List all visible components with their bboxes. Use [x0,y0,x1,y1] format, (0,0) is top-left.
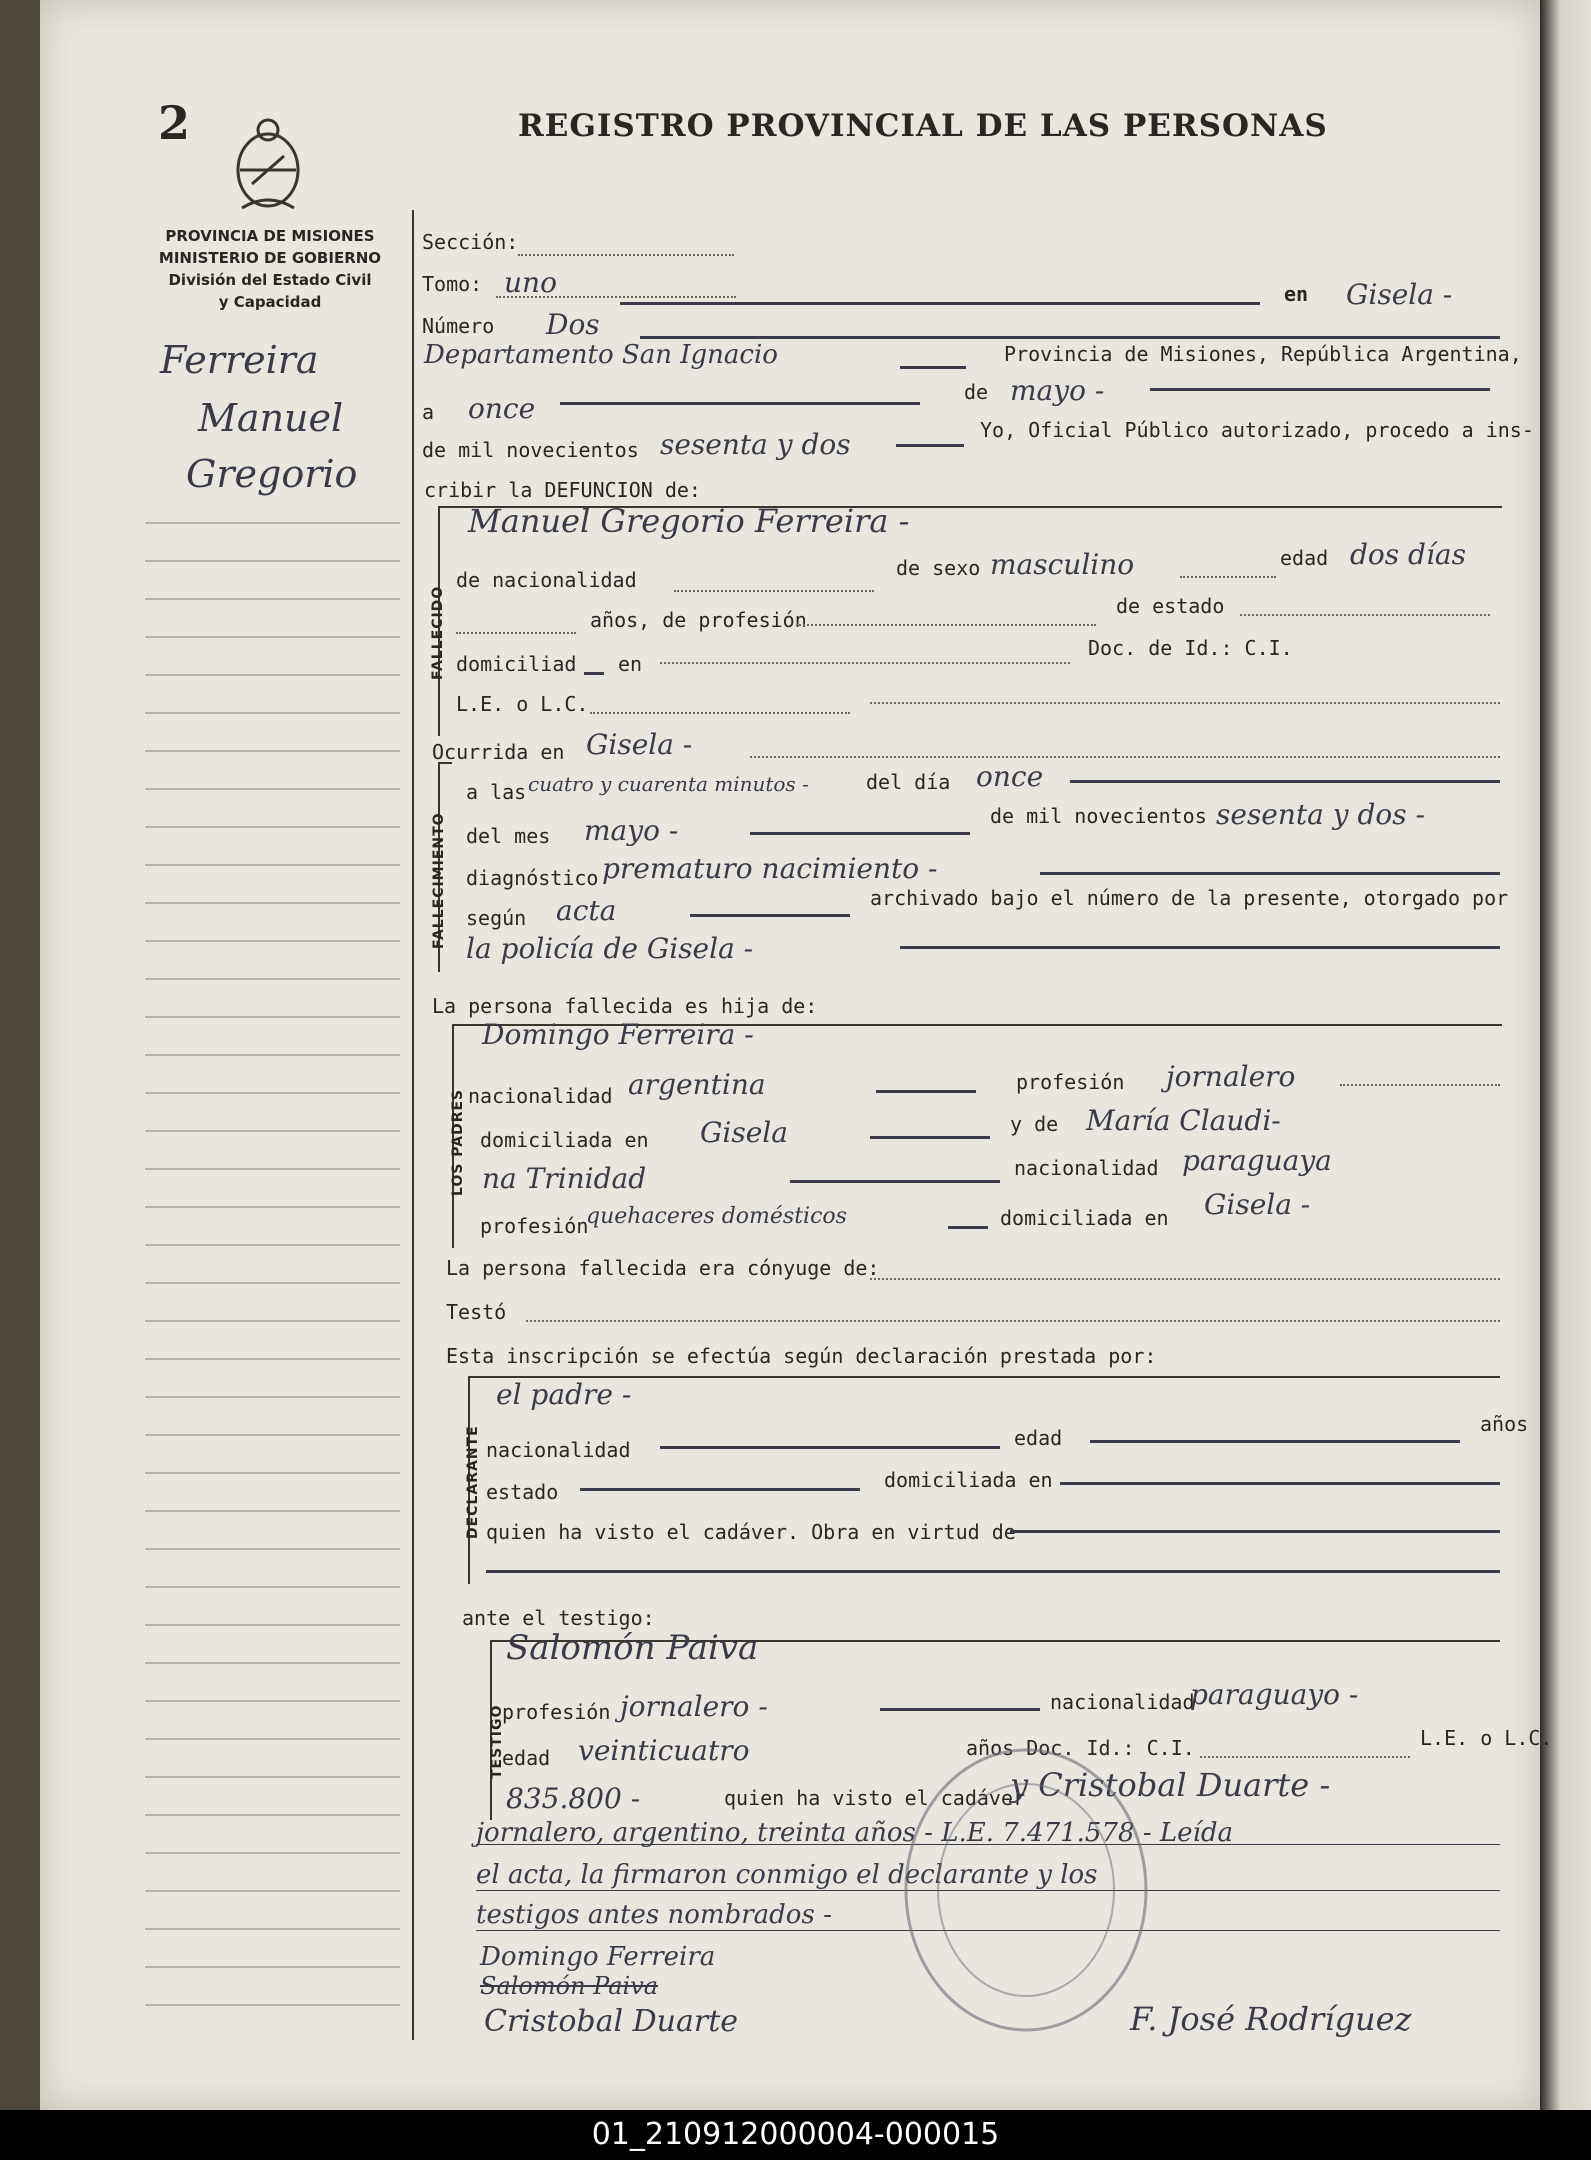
label-declaracion: Esta inscripción se efectúa según declaración prestada por: [446,1344,1157,1368]
field-line [1180,576,1276,578]
label-en-domicilio: en [618,652,643,676]
margin-ruled-line [145,1548,400,1550]
value-anio-fallec: sesenta y dos - [1216,798,1425,831]
margin-ruled-line [145,1624,400,1626]
value-madre-1: María Claudi- [1086,1104,1281,1137]
margin-ruled-line [145,1472,400,1474]
label-en: en [1284,282,1309,306]
label-quien-visto: quien ha visto el cadáver. Obra en virtud de [486,1520,1016,1544]
ministry-line-4: y Capacidad [218,293,322,311]
image-caption: 01_210912000004-000015 [0,2110,1591,2160]
margin-ruled-line [145,1852,400,1854]
value-padre-domicilio: Gisela [700,1116,788,1149]
label-de-sexo: de sexo [896,556,981,580]
label-anos-declarante: años [1480,1412,1529,1436]
label-doc-id: Doc. de Id.: C.I. [1088,636,1293,660]
label-a: a [422,400,435,424]
margin-ruled-line [145,1244,400,1246]
side-label-los-padres: LOS PADRES [450,1088,466,1196]
margin-ruled-line [145,1434,400,1436]
signature-1: Domingo Ferreira [480,1942,716,1972]
label-de-nacionalidad: de nacionalidad [456,568,637,592]
label-ocurrida-en: Ocurrida en [432,740,565,764]
field-line [560,402,920,405]
value-a: once [468,392,536,425]
label-profesion-padre: profesión [1016,1070,1125,1094]
label-a-las: a las [466,780,527,804]
margin-ruled-line [145,2004,400,2006]
label-yo-oficial: Yo, Oficial Público autorizado, procedo a ins- [980,418,1534,442]
label-hija-de: La persona fallecida es hija de: [432,994,818,1018]
label-seccion: Sección: [422,230,519,254]
margin-ruled-line [145,1054,400,1056]
margin-ruled-line [145,712,400,714]
label-diagnostico: diagnóstico [466,866,599,890]
signature-2: Salomón Paiva [480,1972,659,2000]
field-line [526,1320,1500,1322]
value-linea-2: el acta, la firmaron conmigo el declarante y los [476,1860,1098,1890]
margin-ruled-line [145,1092,400,1094]
field-line [1090,1440,1460,1443]
margin-ruled-line [145,788,400,790]
label-domiciliada-declarante: domiciliada en [884,1468,1053,1492]
field-line [896,444,964,447]
value-testigo-nacionalidad: paraguayo - [1190,1678,1359,1711]
field-line [1010,1530,1500,1533]
margin-ruled-line [145,1776,400,1778]
label-numero: Número [422,314,495,338]
label-le-lc: L.E. o L.C. [456,692,589,716]
value-madre-domicilio: Gisela - [1204,1188,1311,1221]
margin-ruled-line [145,674,400,676]
field-line [900,946,1500,949]
field-line [674,590,874,592]
value-madre-nacionalidad: paraguaya [1182,1144,1332,1177]
value-padre-profesion: jornalero [1166,1060,1296,1093]
label-de-mil-nov: de mil novecientos [990,804,1207,828]
value-testigo-profesion: jornalero - [620,1690,768,1723]
margin-ruled-line [145,1586,400,1588]
field-line [660,1446,1000,1449]
field-line [640,336,1500,339]
margin-ruled-line [145,1662,400,1664]
margin-ruled-line [145,1814,400,1816]
margin-ruled-line [145,978,400,980]
field-line [1240,614,1490,616]
label-domiciliada-en-padre: domiciliada en [480,1128,649,1152]
value-nombre: Manuel Gregorio Ferreira - [468,502,910,540]
field-line [900,366,966,369]
label-profesion-madre: profesión [480,1214,589,1238]
official-stamp [896,1740,1156,2040]
field-line [590,712,850,714]
coat-of-arms-icon [232,112,304,216]
value-mes-fallec: mayo - [584,814,679,847]
label-y-de: y de [1010,1112,1059,1136]
side-label-fallecido: FALLECIDO [430,585,446,680]
label-le-o-lc: L.E. o L.C. [1420,1726,1553,1750]
value-madre-2: na Trinidad [482,1162,647,1195]
value-testigo: Salomón Paiva [506,1628,759,1668]
page-title: REGISTRO PROVINCIAL DE LAS PERSONAS [518,108,1328,144]
margin-ruled-line [145,826,400,828]
value-madre-profesion: quehaceres domésticos [586,1204,847,1229]
value-testigo-doc: 835.800 - [506,1782,641,1815]
margin-surname: Ferreira [160,338,319,382]
field-line [584,672,604,675]
field-line [518,254,734,256]
label-nacionalidad-testigo: nacionalidad [1050,1690,1195,1714]
value-padre-nacionalidad: argentina [628,1068,766,1101]
label-de: de [964,380,989,404]
value-hora: cuatro y cuarenta minutos - [528,772,809,796]
signature-official: F. José Rodríguez [1130,2000,1412,2038]
margin-ruled-line [145,1510,400,1512]
value-padre: Domingo Ferreira - [482,1018,754,1051]
value-departamento: Departamento San Ignacio [424,340,778,370]
label-estado-declarante: estado [486,1480,559,1504]
field-line [1340,1084,1500,1086]
margin-ruled-line [145,1282,400,1284]
field-line [750,756,1500,758]
margin-second-name: Gregorio [186,452,358,496]
field-line [580,1488,860,1491]
field-line [690,914,850,917]
label-profesion-testigo: profesión [502,1700,611,1724]
margin-ruled-line [145,1928,400,1930]
label-cribir: cribir la DEFUNCION de: [424,478,701,502]
value-dia: once [976,760,1044,793]
value-testigo-edad: veinticuatro [578,1734,750,1767]
margin-ruled-line [145,1358,400,1360]
value-mes: mayo - [1010,374,1105,407]
margin-ruled-line [145,940,400,942]
label-anos-profesion: años, de profesión [590,608,807,632]
value-sexo: masculino [990,548,1135,581]
field-line [1060,1482,1500,1485]
value-diagnostico: prematuro nacimiento - [602,852,938,885]
margin-ruled-line [145,1320,400,1322]
field-line [870,1136,990,1139]
label-del-dia: del día [866,770,951,794]
field-line [1040,872,1500,875]
value-edad: dos días [1350,538,1466,571]
margin-rule [412,210,414,2040]
margin-ruled-line [145,750,400,752]
field-line [880,1708,1040,1711]
block-top-rule [438,762,452,764]
value-linea-3: testigos antes nombrados - [476,1900,832,1930]
margin-name: Manuel [198,396,344,440]
page-number: 2 [158,96,191,150]
label-provincia: Provincia de Misiones, República Argentina, [1004,342,1522,366]
label-mil-novecientos: de mil novecientos [422,438,639,462]
label-domiciliada-en-madre: domiciliada en [1000,1206,1169,1230]
side-label-fallecimiento: FALLECIMIENTO [431,812,447,949]
field-line [620,302,1260,305]
field-line [750,832,970,835]
field-line [870,1278,1500,1280]
value-declarante: el padre - [496,1378,632,1411]
label-testo: Testó [446,1300,507,1324]
field-line [1200,1756,1410,1758]
value-otorgado: la policía de Gisela - [466,932,754,965]
margin-ruled-line [145,1700,400,1702]
label-segun: según [466,906,527,930]
margin-ruled-line [145,1168,400,1170]
ministry-block [140,225,400,313]
value-segun: acta [556,894,617,927]
label-nacionalidad-declarante: nacionalidad [486,1438,631,1462]
field-line [486,1570,1500,1573]
value-ocurrida: Gisela - [586,728,693,761]
value-tomo: uno [504,266,557,299]
label-tomo: Tomo: [422,272,483,296]
margin-ruled-line [145,864,400,866]
side-label-declarante: DECLARANTE [465,1425,481,1539]
field-line [456,632,576,634]
margin-ruled-line [145,1966,400,1968]
label-archivado: archivado bajo el número de la presente, otorgado por [870,886,1509,910]
margin-ruled-line [145,1738,400,1740]
label-de-estado: de estado [1116,594,1225,618]
label-nacionalidad-madre: nacionalidad [1014,1156,1159,1180]
field-line [870,702,1500,704]
label-conyuge: La persona fallecida era cónyuge de: [446,1256,880,1280]
signature-3: Cristobal Duarte [484,2004,739,2039]
side-label-testigo: TESTIGO [489,1704,505,1779]
margin-ruled-line [145,1206,400,1208]
margin-ruled-line [145,636,400,638]
margin-ruled-line [145,560,400,562]
value-en: Gisela - [1346,278,1453,311]
label-domiciliad: domiciliad [456,652,577,676]
field-line [1150,388,1490,391]
label-edad: edad [1280,546,1329,570]
label-del-mes: del mes [466,824,551,848]
field-line [1070,780,1500,783]
label-edad-declarante: edad [1014,1426,1063,1450]
margin-ruled-line [145,902,400,904]
margin-ruled-line [145,1130,400,1132]
field-line [660,662,1070,664]
margin-ruled-line [145,598,400,600]
field-line [876,1090,976,1093]
ministry-line-2: MINISTERIO DE GOBIERNO [158,249,382,267]
margin-ruled-line [145,1016,400,1018]
label-quien-visto-cadaver: quien ha visto el cadáver [724,1786,1026,1810]
value-testigo-2: y Cristobal Duarte - [1010,1766,1331,1804]
label-ante-testigo: ante el testigo: [462,1606,655,1630]
field-line [796,624,1096,626]
label-edad-testigo: edad [502,1746,551,1770]
next-page-edge [1540,0,1591,2110]
label-anos-doc: años Doc. Id.: C.I. [966,1736,1195,1760]
value-numero: Dos [546,308,600,341]
margin-ruled-line [145,522,400,524]
value-anio: sesenta y dos [660,428,851,461]
margin-ruled-line [145,1396,400,1398]
label-nacionalidad-padre: nacionalidad [468,1084,613,1108]
margin-ruled-line [145,1890,400,1892]
field-line [948,1226,988,1229]
field-line [790,1180,1000,1183]
ministry-line-1: PROVINCIA DE MISIONES [165,227,375,245]
ministry-line-3: División del Estado Civil [168,271,372,289]
value-linea-1: jornalero, argentino, treinta años - L.E. 7.471.578 - Leída [476,1818,1233,1848]
